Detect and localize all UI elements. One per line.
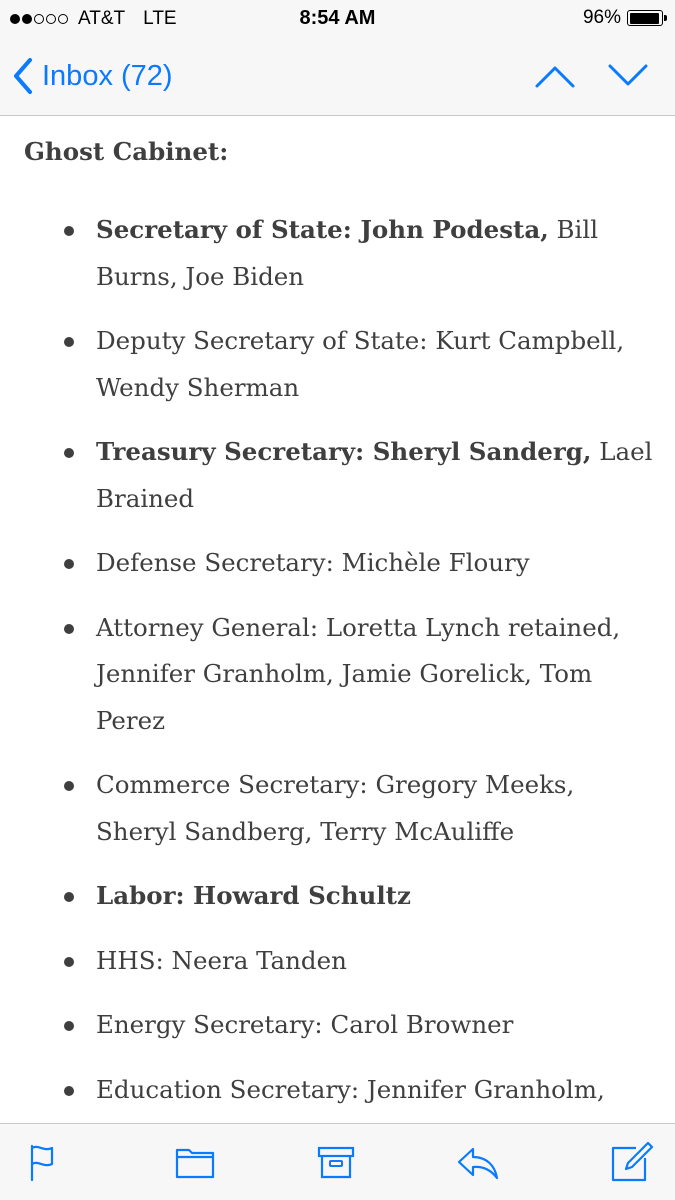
list-item [0, 873, 675, 920]
bullet-icon [64, 1021, 74, 1031]
chevron-down-icon [606, 58, 650, 94]
chevron-left-icon [12, 57, 34, 95]
carrier-name: AT&T [78, 8, 126, 29]
battery-percent: 96% [582, 7, 621, 28]
list-item-text: HHS: Neera Tanden [96, 945, 347, 975]
list-item [0, 540, 675, 587]
message-heading: Ghost Cabinet: [24, 137, 229, 166]
navigation-bar [0, 38, 675, 116]
list-item-text: Defense Secretary: Michèle Floury [96, 548, 530, 577]
flag-icon [20, 1140, 66, 1184]
reply-button[interactable] [455, 1140, 501, 1184]
compose-button[interactable] [608, 1140, 654, 1184]
flag-button[interactable] [20, 1140, 66, 1184]
list-item [0, 207, 675, 300]
list-item-text: Attorney General: Loretta Lynch retained, Jennifer Granholm, Jamie Gorelick, Tom Perez [96, 612, 621, 735]
bullet-icon [64, 781, 74, 791]
move-to-folder-button[interactable] [172, 1140, 218, 1184]
list-item [0, 938, 675, 985]
list-item [0, 762, 675, 855]
bullet-icon [64, 448, 74, 458]
list-item-bold-text: Labor: Howard Schultz [96, 881, 411, 910]
bullet-icon [64, 559, 74, 569]
list-item-bold-text: Secretary of State: John Podesta, [96, 215, 549, 244]
compose-icon [608, 1140, 654, 1184]
bullet-icon [64, 624, 74, 634]
previous-message-button[interactable] [533, 58, 577, 94]
message-body[interactable] [0, 117, 675, 1123]
bottom-toolbar [0, 1123, 675, 1200]
battery-icon [627, 10, 663, 26]
status-bar [0, 0, 675, 38]
reply-icon [455, 1140, 501, 1184]
cabinet-list [0, 207, 675, 1178]
list-item-text: Lael Brained [96, 437, 653, 513]
next-message-button[interactable] [606, 58, 650, 94]
list-item-text: Deputy Secretary of State: Kurt Campbell, Wendy Sherman [96, 326, 625, 402]
list-item-text: Education Secretary: Jennifer Granholm, [96, 1074, 605, 1104]
list-item-text: Bill Burns, Joe Biden [96, 215, 599, 291]
list-item [0, 429, 675, 522]
archive-button[interactable] [313, 1140, 359, 1184]
archive-icon [313, 1140, 359, 1184]
bullet-icon [64, 226, 74, 236]
list-item-text: Commerce Secretary: Gregory Meeks, Sheryl Sandberg, Terry McAuliffe [96, 770, 575, 846]
status-time: 8:54 AM [299, 7, 376, 29]
list-item [0, 1002, 675, 1049]
status-right [583, 7, 663, 29]
back-label: Inbox (72) [42, 59, 173, 92]
bullet-icon [64, 337, 74, 347]
list-item [0, 318, 675, 411]
battery-nub [664, 15, 667, 21]
battery-fill [630, 13, 660, 24]
list-item-bold-text: Treasury Secretary: Sheryl Sanderg, [96, 437, 592, 466]
bullet-icon [64, 892, 74, 902]
back-to-inbox-button[interactable] [12, 54, 173, 98]
folder-icon [172, 1140, 218, 1184]
list-item [0, 605, 675, 745]
network-type: LTE [143, 8, 177, 29]
chevron-up-icon [533, 58, 577, 94]
bullet-icon [64, 957, 74, 967]
list-item-text: Energy Secretary: Carol Browner [96, 1010, 514, 1039]
bullet-icon [64, 1086, 74, 1096]
